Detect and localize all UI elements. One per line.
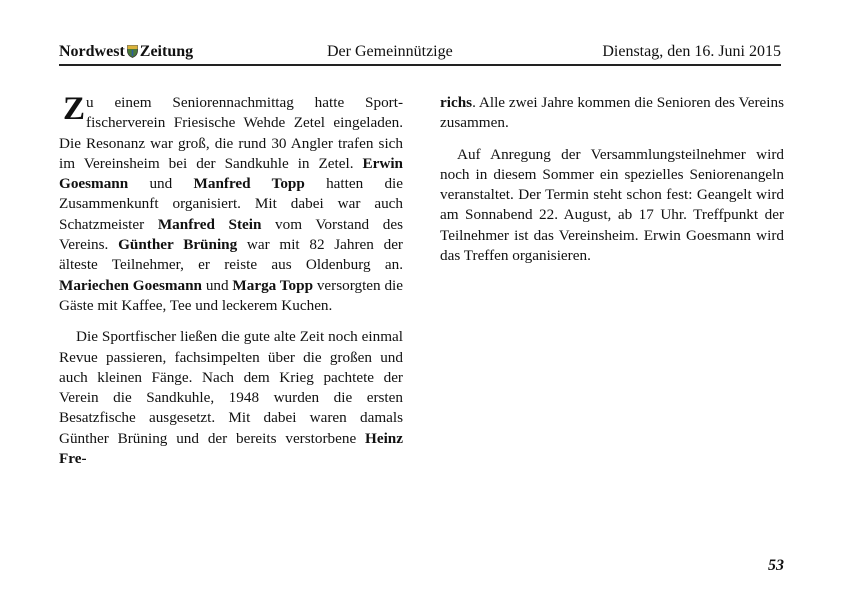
person-name: Heinz Fre- xyxy=(59,429,403,468)
text-run: versorgten die Gäste mit Kaffee, Tee und leckerem Kuchen. xyxy=(59,276,404,314)
article-column-left xyxy=(59,93,403,469)
article-column-right xyxy=(440,93,784,266)
text-run: hatten die Zusammenkunft organisiert. Mit dabei war auch Schatzmeister xyxy=(59,175,403,233)
coat-of-arms-icon xyxy=(127,45,138,58)
text-run: war mit 82 Jahren der älteste Teilnehmer, er reiste aus Oldenburg an. xyxy=(59,236,403,274)
section-title: Der Gemeinnützige xyxy=(327,43,453,60)
text-run: u einem Seniorennachmittag hatte Sportfischerverein Friesische Wehde Zetel eingeladen. Die Resonanz war groß, die rund 30 Angler trafen sich im Vereinsheim bei der Sandkuhle in Zetel. xyxy=(59,94,403,172)
paragraph-1-text xyxy=(59,91,404,314)
person-name: Marga Topp xyxy=(232,276,314,294)
dropcap: Z xyxy=(63,91,86,127)
person-name: Günther Brüning xyxy=(118,236,238,254)
article-paragraph-3: Auf Anregung der Versammlungsteilnehmer wird noch in diesem Sommer ein spezielles Seniorenangeln veranstaltet. Der Termin steht schon fest: Geangelt wird am Sonnabend 22. August, ab 17 Uhr. Treffpunkt der Teilnehmer ist das Vereinsheim. Erwin Goesmann wird das Treffen organisieren. xyxy=(440,145,784,265)
masthead-right: Zeitung xyxy=(139,43,194,60)
person-name: Manfred Stein xyxy=(157,215,262,233)
article-paragraph-1 xyxy=(59,93,403,316)
text-run: Die Sportfischer ließen die gute alte Zeit noch einmal Revue passieren, fachsimpelten über die großen und auch kleinen Fänge. Nach dem Krieg pachtete der Verein die Sandkuhle, 1948 wurden die ersten Besatzfische ausgesetzt. Mit dabei waren damals Günther Brüning und der bereits verstorbene xyxy=(59,328,403,447)
issue-date: Dienstag, den 16. Juni 2015 xyxy=(602,43,781,60)
person-name: Mariechen Goesmann xyxy=(59,276,203,294)
newspaper-masthead xyxy=(59,42,193,62)
article-paragraph-2 xyxy=(59,327,403,469)
page-number: 53 xyxy=(768,557,784,574)
person-name: richs xyxy=(440,94,473,111)
masthead-left: Nordwest xyxy=(59,43,125,60)
text-run: und xyxy=(202,276,233,294)
person-name: Manfred Topp xyxy=(193,175,305,193)
text-run: vom Vorstand des Vereins. xyxy=(59,215,403,254)
text-run: . Alle zwei Jahre kommen die Senioren des Vereins zusammen. xyxy=(440,94,784,132)
page-header xyxy=(59,42,781,66)
text-run: und xyxy=(128,175,194,193)
article-paragraph-2-continued xyxy=(440,93,784,134)
person-name: Erwin Goesmann xyxy=(59,154,403,193)
